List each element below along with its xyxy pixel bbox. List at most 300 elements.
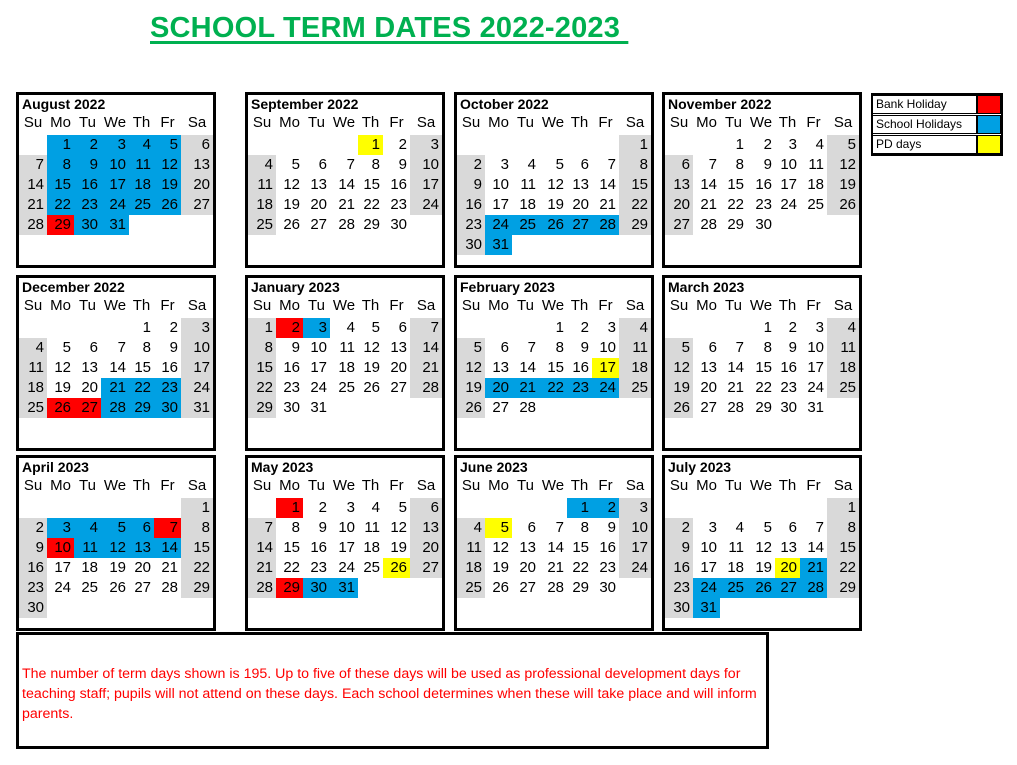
day-cell: 16 bbox=[310, 539, 327, 556]
day-cell: 20 bbox=[572, 196, 589, 213]
weekday-header: We bbox=[103, 477, 127, 494]
day-cell: 2 bbox=[398, 136, 407, 153]
day-cell: 9 bbox=[398, 156, 407, 173]
day-cell: 3 bbox=[607, 319, 616, 336]
day-cell: 14 bbox=[727, 359, 744, 376]
day-cell: 31 bbox=[485, 235, 512, 255]
day-cell: 20 bbox=[310, 196, 327, 213]
day-cell: 28 bbox=[161, 579, 178, 596]
day-cell: 16 bbox=[390, 176, 407, 193]
weekday-header: Mo bbox=[279, 114, 300, 131]
day-cell: 11 bbox=[19, 358, 47, 378]
month-calendar bbox=[454, 92, 654, 268]
weekday-header: Tu bbox=[79, 297, 96, 314]
day-cell: 21 bbox=[512, 378, 539, 398]
day-cell: 27 bbox=[390, 379, 407, 396]
day-cell: 21 bbox=[161, 559, 178, 576]
weekday-header: Sa bbox=[833, 477, 853, 494]
day-cell: 15 bbox=[547, 359, 564, 376]
day-cell: 7 bbox=[735, 339, 744, 356]
day-cell: 23 bbox=[665, 578, 693, 598]
month-calendar bbox=[662, 92, 862, 268]
day-cell: 14 bbox=[700, 176, 717, 193]
day-cell: 21 bbox=[727, 379, 744, 396]
month-title: September 2022 bbox=[251, 96, 359, 112]
day-cell: 4 bbox=[735, 519, 744, 536]
day-cell: 4 bbox=[248, 155, 276, 175]
weekday-header: Tu bbox=[308, 477, 325, 494]
day-cell: 7 bbox=[248, 518, 276, 538]
day-cell: 9 bbox=[19, 538, 47, 558]
day-cell: 14 bbox=[338, 176, 355, 193]
day-cell: 7 bbox=[815, 519, 824, 536]
day-cell: 19 bbox=[457, 378, 485, 398]
day-cell: 19 bbox=[665, 378, 693, 398]
weekday-header: Sa bbox=[187, 477, 207, 494]
day-cell: 18 bbox=[19, 378, 47, 398]
day-cell: 9 bbox=[763, 156, 772, 173]
day-cell: 22 bbox=[129, 378, 154, 398]
weekday-header: Fr bbox=[806, 114, 821, 131]
day-cell: 23 bbox=[283, 379, 300, 396]
day-cell: 26 bbox=[363, 379, 380, 396]
day-cell: 26 bbox=[154, 195, 181, 215]
day-cell: 6 bbox=[708, 339, 717, 356]
day-cell: 26 bbox=[492, 579, 509, 596]
day-cell: 19 bbox=[492, 559, 509, 576]
day-cell: 23 bbox=[755, 196, 772, 213]
day-cell: 4 bbox=[371, 499, 380, 516]
day-cell: 10 bbox=[807, 339, 824, 356]
day-cell: 18 bbox=[248, 195, 276, 215]
day-cell: 29 bbox=[727, 216, 744, 233]
weekday-header: Th bbox=[361, 114, 380, 131]
weekday-header: Tu bbox=[79, 114, 96, 131]
weekday-header: Su bbox=[23, 477, 43, 494]
day-cell: 4 bbox=[619, 318, 651, 338]
note-box bbox=[16, 632, 769, 749]
day-cell: 26 bbox=[747, 578, 775, 598]
day-cell: 8 bbox=[142, 339, 151, 356]
day-cell: 24 bbox=[54, 579, 71, 596]
weekday-header: Mo bbox=[50, 297, 71, 314]
day-cell: 14 bbox=[19, 175, 47, 195]
day-cell: 23 bbox=[390, 196, 407, 213]
month-title: November 2022 bbox=[668, 96, 772, 112]
day-cell: 5 bbox=[371, 319, 380, 336]
weekday-header: Mo bbox=[50, 477, 71, 494]
day-cell: 19 bbox=[54, 379, 71, 396]
day-cell: 3 bbox=[410, 135, 442, 155]
day-cell: 7 bbox=[555, 519, 564, 536]
day-cell: 10 bbox=[47, 538, 74, 558]
day-cell: 22 bbox=[283, 559, 300, 576]
day-cell: 11 bbox=[364, 519, 380, 536]
day-cell: 30 bbox=[303, 578, 330, 598]
day-cell: 18 bbox=[727, 559, 744, 576]
weekday-header: Su bbox=[461, 297, 481, 314]
day-cell: 16 bbox=[283, 359, 300, 376]
day-cell: 29 bbox=[129, 398, 154, 418]
day-cell: 30 bbox=[780, 399, 797, 416]
day-cell: 8 bbox=[735, 156, 744, 173]
day-cell: 30 bbox=[74, 215, 101, 235]
day-cell: 2 bbox=[763, 136, 772, 153]
day-cell: 13 bbox=[665, 175, 693, 195]
day-cell: 15 bbox=[134, 359, 151, 376]
weekday-header: Tu bbox=[517, 477, 534, 494]
day-cell: 20 bbox=[181, 175, 213, 195]
day-cell: 15 bbox=[619, 175, 651, 195]
day-cell: 12 bbox=[390, 519, 407, 536]
day-cell: 18 bbox=[338, 359, 355, 376]
day-cell: 15 bbox=[727, 176, 744, 193]
day-cell: 9 bbox=[580, 339, 589, 356]
month-calendar bbox=[454, 275, 654, 451]
day-cell: 10 bbox=[310, 339, 327, 356]
day-cell: 25 bbox=[827, 378, 859, 398]
month-calendar bbox=[662, 275, 862, 451]
day-cell: 22 bbox=[619, 195, 651, 215]
day-cell: 7 bbox=[607, 156, 616, 173]
month-calendar bbox=[16, 92, 216, 268]
day-cell: 11 bbox=[248, 175, 276, 195]
day-cell: 24 bbox=[780, 196, 797, 213]
day-cell: 11 bbox=[808, 156, 824, 173]
day-cell: 8 bbox=[619, 155, 651, 175]
day-cell: 13 bbox=[572, 176, 589, 193]
weekday-header: Th bbox=[132, 114, 151, 131]
day-cell: 6 bbox=[129, 518, 154, 538]
day-cell: 23 bbox=[310, 559, 327, 576]
day-cell: 17 bbox=[101, 175, 129, 195]
day-cell: 18 bbox=[519, 196, 536, 213]
day-cell: 27 bbox=[310, 216, 327, 233]
day-cell: 10 bbox=[410, 155, 442, 175]
day-cell: 20 bbox=[410, 538, 442, 558]
day-cell: 21 bbox=[19, 195, 47, 215]
day-cell: 23 bbox=[457, 215, 485, 235]
day-cell: 14 bbox=[547, 539, 564, 556]
day-cell: 5 bbox=[62, 339, 71, 356]
day-cell: 27 bbox=[134, 579, 151, 596]
day-cell: 5 bbox=[101, 518, 129, 538]
day-cell: 8 bbox=[763, 339, 772, 356]
day-cell: 22 bbox=[572, 559, 589, 576]
day-cell: 12 bbox=[492, 539, 509, 556]
weekday-header: Fr bbox=[389, 114, 404, 131]
day-cell: 11 bbox=[827, 338, 859, 358]
day-cell: 17 bbox=[338, 539, 355, 556]
day-cell: 23 bbox=[19, 578, 47, 598]
weekday-header: Mo bbox=[279, 477, 300, 494]
day-cell: 28 bbox=[700, 216, 717, 233]
day-cell: 24 bbox=[181, 378, 213, 398]
note-text: The number of term days shown is 195. Up to five of these days will be used as professional development days for teaching staff; pupils will not attend on these days. Each school determines when these will take place and will inform parents. bbox=[22, 666, 757, 722]
month-calendar bbox=[454, 455, 654, 631]
legend-label-school-holidays: School Holidays bbox=[873, 115, 977, 134]
day-cell: 20 bbox=[485, 378, 512, 398]
weekday-header: Tu bbox=[308, 297, 325, 314]
day-cell: 7 bbox=[19, 155, 47, 175]
day-cell: 9 bbox=[291, 339, 300, 356]
day-cell: 15 bbox=[283, 539, 300, 556]
day-cell: 24 bbox=[693, 578, 720, 598]
day-cell: 27 bbox=[775, 578, 800, 598]
month-calendar bbox=[16, 275, 216, 451]
day-cell: 8 bbox=[827, 518, 859, 538]
day-cell: 20 bbox=[775, 558, 800, 578]
weekday-header: Fr bbox=[598, 114, 613, 131]
weekday-header: Fr bbox=[389, 297, 404, 314]
day-cell: 17 bbox=[310, 359, 327, 376]
day-cell: 17 bbox=[492, 196, 509, 213]
day-cell: 1 bbox=[555, 319, 564, 336]
weekday-header: Mo bbox=[488, 477, 509, 494]
day-cell: 31 bbox=[693, 598, 720, 618]
day-cell: 25 bbox=[512, 215, 539, 235]
day-cell: 27 bbox=[74, 398, 101, 418]
day-cell: 12 bbox=[547, 176, 564, 193]
day-cell: 9 bbox=[74, 155, 101, 175]
weekday-header: We bbox=[332, 114, 356, 131]
day-cell: 19 bbox=[547, 196, 564, 213]
day-cell: 2 bbox=[788, 319, 797, 336]
day-cell: 2 bbox=[457, 155, 485, 175]
day-cell: 28 bbox=[800, 578, 827, 598]
day-cell: 23 bbox=[74, 195, 101, 215]
day-cell: 4 bbox=[129, 135, 154, 155]
day-cell: 7 bbox=[410, 318, 442, 338]
day-cell: 8 bbox=[181, 518, 213, 538]
day-cell: 15 bbox=[827, 538, 859, 558]
weekday-header: Sa bbox=[416, 477, 436, 494]
day-cell: 18 bbox=[807, 176, 824, 193]
day-cell: 21 bbox=[800, 558, 827, 578]
day-cell: 5 bbox=[154, 135, 181, 155]
day-cell: 5 bbox=[457, 338, 485, 358]
day-cell: 18 bbox=[363, 539, 380, 556]
day-cell: 15 bbox=[572, 539, 589, 556]
day-cell: 16 bbox=[665, 558, 693, 578]
day-cell: 13 bbox=[181, 155, 213, 175]
day-cell: 24 bbox=[619, 558, 651, 578]
day-cell: 8 bbox=[555, 339, 564, 356]
day-cell: 10 bbox=[619, 518, 651, 538]
weekday-header: Fr bbox=[806, 477, 821, 494]
weekday-header: Su bbox=[669, 114, 689, 131]
day-cell: 9 bbox=[318, 519, 327, 536]
month-calendar bbox=[662, 455, 862, 631]
day-cell: 28 bbox=[547, 579, 564, 596]
weekday-header: Sa bbox=[187, 297, 207, 314]
day-cell: 25 bbox=[338, 379, 355, 396]
day-cell: 6 bbox=[398, 319, 407, 336]
day-cell: 21 bbox=[547, 559, 564, 576]
day-cell: 5 bbox=[485, 518, 512, 538]
day-cell: 13 bbox=[390, 339, 407, 356]
day-cell: 14 bbox=[248, 538, 276, 558]
weekday-header: Sa bbox=[625, 477, 645, 494]
day-cell: 21 bbox=[101, 378, 129, 398]
day-cell: 16 bbox=[572, 359, 589, 376]
month-title: January 2023 bbox=[251, 279, 340, 295]
day-cell: 4 bbox=[815, 136, 824, 153]
day-cell: 13 bbox=[700, 359, 717, 376]
day-cell: 29 bbox=[619, 215, 651, 235]
weekday-header: Fr bbox=[160, 477, 175, 494]
day-cell: 6 bbox=[500, 339, 509, 356]
day-cell: 14 bbox=[599, 176, 616, 193]
weekday-header: Mo bbox=[279, 297, 300, 314]
day-cell: 20 bbox=[81, 379, 98, 396]
day-cell: 13 bbox=[81, 359, 98, 376]
day-cell: 26 bbox=[665, 398, 693, 418]
weekday-header: Th bbox=[132, 477, 151, 494]
day-cell: 22 bbox=[827, 558, 859, 578]
weekday-header: Su bbox=[252, 114, 272, 131]
day-cell: 9 bbox=[788, 339, 797, 356]
day-cell: 11 bbox=[74, 538, 101, 558]
day-cell: 19 bbox=[827, 175, 859, 195]
weekday-header: Tu bbox=[79, 477, 96, 494]
weekday-header: Th bbox=[361, 297, 380, 314]
day-cell: 10 bbox=[599, 339, 616, 356]
day-cell: 3 bbox=[500, 156, 509, 173]
day-cell: 2 bbox=[74, 135, 101, 155]
day-cell: 27 bbox=[519, 579, 536, 596]
weekday-header: Fr bbox=[598, 297, 613, 314]
day-cell: 18 bbox=[81, 559, 98, 576]
day-cell: 21 bbox=[410, 358, 442, 378]
weekday-header: Th bbox=[778, 297, 797, 314]
day-cell: 8 bbox=[371, 156, 380, 173]
day-cell: 6 bbox=[318, 156, 327, 173]
day-cell: 20 bbox=[390, 359, 407, 376]
month-title: May 2023 bbox=[251, 459, 314, 475]
day-cell: 6 bbox=[665, 155, 693, 175]
day-cell: 4 bbox=[527, 156, 536, 173]
day-cell: 25 bbox=[129, 195, 154, 215]
day-cell: 17 bbox=[410, 175, 442, 195]
day-cell: 14 bbox=[519, 359, 536, 376]
day-cell: 22 bbox=[47, 195, 74, 215]
day-cell: 29 bbox=[755, 399, 772, 416]
day-cell: 10 bbox=[181, 338, 213, 358]
day-cell: 30 bbox=[599, 579, 616, 596]
day-cell: 15 bbox=[47, 175, 74, 195]
weekday-header: Su bbox=[252, 477, 272, 494]
day-cell: 31 bbox=[101, 215, 129, 235]
day-cell: 7 bbox=[527, 339, 536, 356]
day-cell: 15 bbox=[755, 359, 772, 376]
weekday-header: Su bbox=[669, 477, 689, 494]
day-cell: 12 bbox=[755, 539, 772, 556]
day-cell: 26 bbox=[457, 398, 485, 418]
day-cell: 30 bbox=[457, 235, 485, 255]
legend-swatch-school-holidays bbox=[977, 115, 1001, 134]
day-cell: 5 bbox=[291, 156, 300, 173]
weekday-header: We bbox=[332, 477, 356, 494]
day-cell: 24 bbox=[338, 559, 355, 576]
day-cell: 5 bbox=[398, 499, 407, 516]
day-cell: 13 bbox=[129, 538, 154, 558]
day-cell: 27 bbox=[492, 399, 509, 416]
weekday-header: Tu bbox=[308, 114, 325, 131]
weekday-header: Su bbox=[23, 297, 43, 314]
day-cell: 4 bbox=[346, 319, 355, 336]
day-cell: 1 bbox=[248, 318, 276, 338]
day-cell: 20 bbox=[134, 559, 151, 576]
day-cell: 30 bbox=[154, 398, 181, 418]
day-cell: 5 bbox=[827, 135, 859, 155]
day-cell: 4 bbox=[19, 338, 47, 358]
day-cell: 28 bbox=[519, 399, 536, 416]
day-cell: 1 bbox=[358, 135, 383, 155]
weekday-header: Sa bbox=[187, 114, 207, 131]
weekday-header: Tu bbox=[725, 297, 742, 314]
weekday-header: Sa bbox=[416, 297, 436, 314]
day-cell: 31 bbox=[310, 399, 327, 416]
legend-label-bank-holiday: Bank Holiday bbox=[873, 95, 977, 114]
weekday-header: Mo bbox=[696, 297, 717, 314]
legend bbox=[871, 93, 1003, 156]
day-cell: 18 bbox=[129, 175, 154, 195]
day-cell: 24 bbox=[592, 378, 619, 398]
weekday-header: Th bbox=[570, 297, 589, 314]
weekday-header: Th bbox=[570, 477, 589, 494]
weekday-header: Fr bbox=[160, 297, 175, 314]
day-cell: 29 bbox=[363, 216, 380, 233]
day-cell: 13 bbox=[310, 176, 327, 193]
day-cell: 11 bbox=[728, 539, 744, 556]
day-cell: 19 bbox=[363, 359, 380, 376]
day-cell: 11 bbox=[129, 155, 154, 175]
day-cell: 22 bbox=[755, 379, 772, 396]
month-title: July 2023 bbox=[668, 459, 732, 475]
day-cell: 1 bbox=[181, 498, 213, 518]
day-cell: 16 bbox=[755, 176, 772, 193]
day-cell: 4 bbox=[74, 518, 101, 538]
day-cell: 31 bbox=[807, 399, 824, 416]
weekday-header: Fr bbox=[389, 477, 404, 494]
day-cell: 24 bbox=[310, 379, 327, 396]
day-cell: 9 bbox=[169, 339, 178, 356]
day-cell: 1 bbox=[827, 498, 859, 518]
day-cell: 26 bbox=[827, 195, 859, 215]
day-cell: 21 bbox=[599, 196, 616, 213]
weekday-header: Su bbox=[461, 114, 481, 131]
day-cell: 28 bbox=[248, 578, 276, 598]
day-cell: 13 bbox=[519, 539, 536, 556]
day-cell: 12 bbox=[363, 339, 380, 356]
month-title: March 2023 bbox=[668, 279, 745, 295]
day-cell: 3 bbox=[788, 136, 797, 153]
day-cell: 22 bbox=[363, 196, 380, 213]
day-cell: 25 bbox=[720, 578, 747, 598]
day-cell: 8 bbox=[580, 519, 589, 536]
weekday-header: We bbox=[103, 114, 127, 131]
day-cell: 2 bbox=[665, 518, 693, 538]
day-cell: 7 bbox=[117, 339, 126, 356]
day-cell: 22 bbox=[248, 378, 276, 398]
day-cell: 19 bbox=[283, 196, 300, 213]
day-cell: 18 bbox=[619, 358, 651, 378]
day-cell: 10 bbox=[338, 519, 355, 536]
day-cell: 19 bbox=[154, 175, 181, 195]
day-cell: 6 bbox=[181, 135, 213, 155]
day-cell: 3 bbox=[708, 519, 717, 536]
